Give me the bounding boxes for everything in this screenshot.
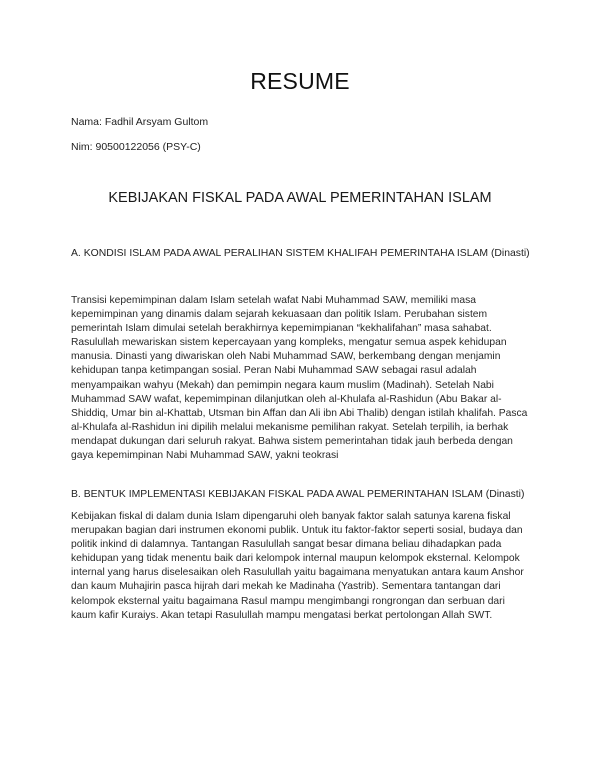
- section-a-heading: A. KONDISI ISLAM PADA AWAL PERALIHAN SISTEM KHALIFAH PEMERINTAHA ISLAM (Dinasti): [71, 248, 530, 259]
- section-a-paragraph: Transisi kepemimpinan dalam Islam setelah wafat Nabi Muhammad SAW, memiliki masa kepemimpinan yang dinamis dalam sejarah kekuasaan dan politik Islam. Perubahan sistem pemerintah Islam dimulai setelah berakhirnya kepemimpianan “kekhalifahan” masa sahabat. Rasulullah mewariskan sistem kepercayaan yang kompleks, mengatur semua aspek kehidupan manusia. Dinasti yang diwariskan oleh Nabi Muhammad SAW, berkembang dengan menjamin kehidupan tanpa ketimpangan sosial. Peran Nabi Muhammad SAW sebagai rasul adalah menyampaikan wahyu (Mekah) dan pemimpin negara kaum muslim (Madinah). Setelah Nabi Muhammad SAW wafat, kepemimpinan dilanjutkan oleh al-Khulafa al-Rashidun (Abu Bakar al-Shiddiq, Umar bin al-Khattab, Utsman bin Affan dan Ali ibn Abi Thalib) dengan istilah khalifah. Pasca al-Khulafa al-Rashidun ini dipilih melalui mekanisme pemilihan rakyat. Setelah terpilih, ia berhak mendapat dukungan dari seluruh rakyat. Bahwa sistem pemerintahan tidak jauh berbeda dengan gaya kepemimpinan Nabi Muhammad SAW, yakni teokrasi: [71, 295, 528, 462]
- section-b-paragraph: Kebijakan fiskal di dalam dunia Islam dipengaruhi oleh banyak faktor salah satunya karena fiskal merupakan bagian dari instrumen ekonomi publik. Untuk itu faktor-faktor seperti sosial, budaya dan politik inkind di dalamnya. Tantangan Rasulullah sangat besar dimana beliau dihadapkan pada kehidupan yang tidak menentu baik dari kelompok internal maupun kelompok eksternal. Kelompok internal yang harus diselesaikan oleh Rasulullah yaitu bagaimana menyatukan antara kaum Anshor dan kaum Muhajirin pasca hijrah dari mekah ke Madinaha (Yastrib). Sementara tantangan dari kelompok eksternal yaitu bagaimana Rasul mampu mengimbangi rongrongan dan serbuan dari kaum kafir Kuraiys. Akan tetapi Rasulullah mampu mengatasi berkat pertolongan Allah SWT.: [71, 511, 524, 621]
- document-subtitle: KEBIJAKAN FISKAL PADA AWAL PEMERINTAHAN ISLAM: [108, 190, 492, 206]
- student-nim: Nim: 90500122056 (PSY-C): [71, 141, 201, 153]
- document-title: RESUME: [250, 68, 350, 94]
- section-b-heading: B. BENTUK IMPLEMENTASI KEBIJAKAN FISKAL PADA AWAL PEMERINTAHAN ISLAM (Dinasti): [71, 489, 525, 500]
- student-name: Nama: Fadhil Arsyam Gultom: [71, 116, 209, 128]
